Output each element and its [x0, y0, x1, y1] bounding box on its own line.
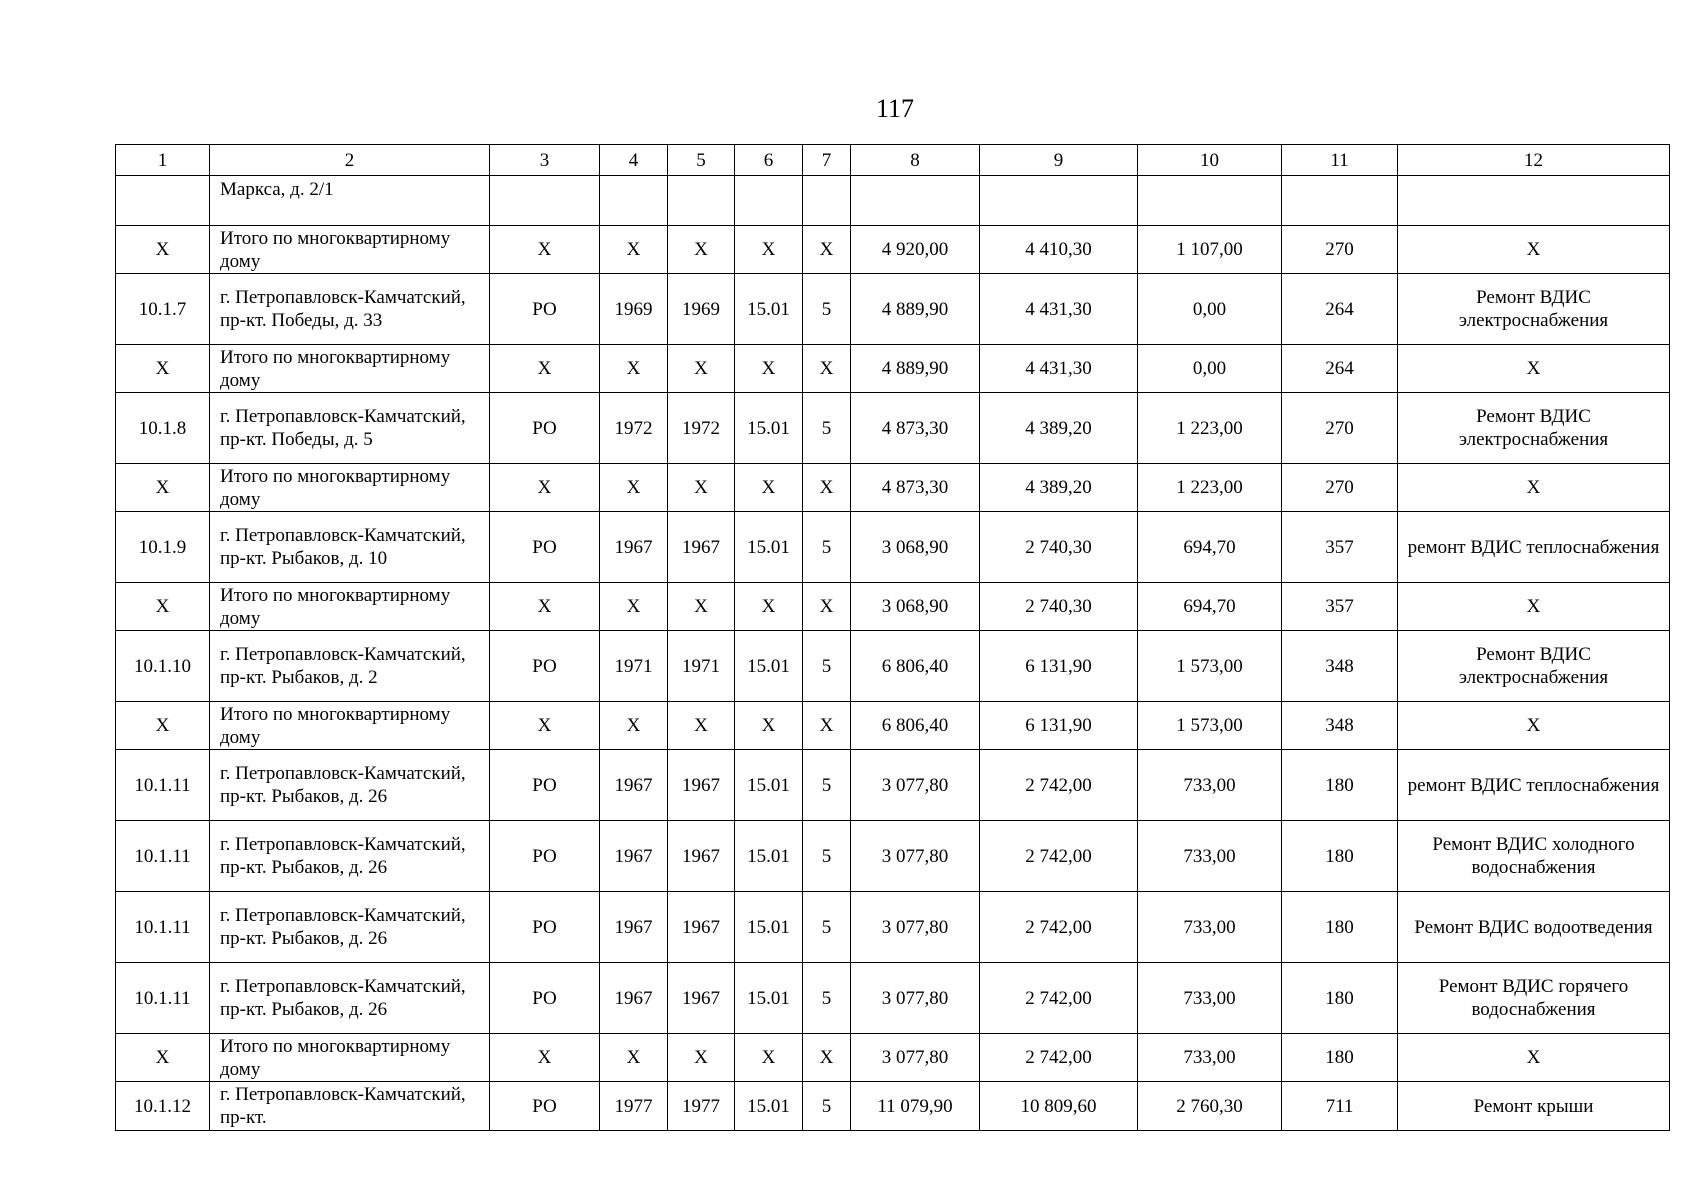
cell-total-area: 3 077,80 [851, 821, 980, 892]
table-row [116, 821, 1670, 892]
cell-residential-area: 2 742,00 [980, 892, 1138, 963]
cell-total-area: 4 889,90 [851, 274, 980, 345]
cell-type: Х [490, 226, 600, 274]
cell-number: 10.1.11 [116, 750, 210, 821]
cell-residents: 357 [1282, 583, 1398, 631]
cell-year-commissioned: 1972 [668, 393, 735, 464]
cell-residents: 180 [1282, 892, 1398, 963]
cell-total-area: 3 068,90 [851, 512, 980, 583]
cell-material: Х [735, 1034, 803, 1082]
cell-year-built: 1967 [600, 750, 668, 821]
cell-work-type: Х [1398, 464, 1670, 512]
cell-number: 10.1.8 [116, 393, 210, 464]
cell-year-built: 1967 [600, 821, 668, 892]
cell-material: 15.01 [735, 512, 803, 583]
cell-type: РО [490, 1082, 600, 1131]
cell-residents: 180 [1282, 963, 1398, 1034]
cell-year-commissioned: Х [668, 702, 735, 750]
table-row [116, 464, 1670, 512]
cell-address: г. Петропавловск-Камчатский, пр-кт. Рыбаков, д. 26 [210, 892, 490, 963]
column-number: 2 [210, 145, 490, 176]
cell-residential-area: 4 431,30 [980, 274, 1138, 345]
cell-floors: 5 [803, 821, 851, 892]
table-row [116, 274, 1670, 345]
cell-year-built: Х [600, 583, 668, 631]
cell-year-built: 1971 [600, 631, 668, 702]
cell-type: РО [490, 821, 600, 892]
cell-material: Х [735, 226, 803, 274]
table-row [116, 963, 1670, 1034]
cell-address: г. Петропавловск-Камчатский, пр-кт. Победы, д. 5 [210, 393, 490, 464]
cell-type: РО [490, 393, 600, 464]
cell-type: Х [490, 1034, 600, 1082]
cell-residents: 270 [1282, 464, 1398, 512]
cell-residents: 711 [1282, 1082, 1398, 1131]
cell-residential-area: 10 809,60 [980, 1082, 1138, 1131]
cell-number: Х [116, 583, 210, 631]
cell-residential-area: 6 131,90 [980, 631, 1138, 702]
cell-work-type: Ремонт ВДИС водоотведения [1398, 892, 1670, 963]
cell-material: 15.01 [735, 631, 803, 702]
cell-number: 10.1.11 [116, 963, 210, 1034]
cell-total-area: 3 077,80 [851, 892, 980, 963]
cell-residents: 348 [1282, 702, 1398, 750]
cell-address: Итого по многоквартирному дому [210, 226, 490, 274]
column-number: 12 [1398, 145, 1670, 176]
table-row [116, 226, 1670, 274]
cell-type: Х [490, 702, 600, 750]
cell-number [116, 176, 210, 226]
cell-type: РО [490, 963, 600, 1034]
cell-work-type: Ремонт ВДИС электроснабжения [1398, 393, 1670, 464]
cell-year-commissioned: Х [668, 464, 735, 512]
cell-type: РО [490, 750, 600, 821]
cell-floors: Х [803, 345, 851, 393]
cell-year-built: 1967 [600, 892, 668, 963]
cell-address: Итого по многоквартирному дому [210, 345, 490, 393]
cell-floors: 5 [803, 274, 851, 345]
cell-year-built: 1967 [600, 512, 668, 583]
cell-work-type [1398, 176, 1670, 226]
cell-address: г. Петропавловск-Камчатский, пр-кт. Рыбаков, д. 2 [210, 631, 490, 702]
cell-residents: 270 [1282, 226, 1398, 274]
cell-address: г. Петропавловск-Камчатский, пр-кт. Рыбаков, д. 26 [210, 750, 490, 821]
cell-material: Х [735, 583, 803, 631]
page-number: 117 [875, 94, 915, 123]
cell-address: г. Петропавловск-Камчатский, пр-кт. [210, 1082, 490, 1131]
cell-year-built: 1977 [600, 1082, 668, 1131]
cell-year-built: Х [600, 345, 668, 393]
table-row [116, 512, 1670, 583]
cell-number: 10.1.9 [116, 512, 210, 583]
cell-year-built: 1967 [600, 963, 668, 1034]
cell-floors: Х [803, 702, 851, 750]
cell-work-type: Х [1398, 583, 1670, 631]
cell-nonresidential-area: 1 107,00 [1138, 226, 1282, 274]
cell-nonresidential-area: 1 223,00 [1138, 393, 1282, 464]
cell-residential-area: 2 742,00 [980, 821, 1138, 892]
table-row [116, 750, 1670, 821]
cell-address: г. Петропавловск-Камчатский, пр-кт. Победы, д. 33 [210, 274, 490, 345]
table-row [116, 393, 1670, 464]
cell-material: 15.01 [735, 963, 803, 1034]
cell-year-commissioned: 1967 [668, 892, 735, 963]
cell-total-area: 11 079,90 [851, 1082, 980, 1131]
cell-address: г. Петропавловск-Камчатский, пр-кт. Рыбаков, д. 26 [210, 821, 490, 892]
cell-type: РО [490, 892, 600, 963]
cell-residents: 357 [1282, 512, 1398, 583]
column-number: 1 [116, 145, 210, 176]
cell-number: Х [116, 345, 210, 393]
cell-residents: 348 [1282, 631, 1398, 702]
cell-floors: 5 [803, 512, 851, 583]
cell-type: РО [490, 631, 600, 702]
cell-residential-area: 2 742,00 [980, 750, 1138, 821]
cell-residents: 264 [1282, 274, 1398, 345]
cell-floors: 5 [803, 892, 851, 963]
cell-type: Х [490, 345, 600, 393]
column-number: 11 [1282, 145, 1398, 176]
column-number: 5 [668, 145, 735, 176]
cell-year-commissioned: Х [668, 583, 735, 631]
cell-address: г. Петропавловск-Камчатский, пр-кт. Рыбаков, д. 10 [210, 512, 490, 583]
cell-work-type: ремонт ВДИС теплоснабжения [1398, 512, 1670, 583]
cell-nonresidential-area: 2 760,30 [1138, 1082, 1282, 1131]
cell-number: Х [116, 464, 210, 512]
cell-year-built: Х [600, 226, 668, 274]
cell-nonresidential-area: 733,00 [1138, 821, 1282, 892]
cell-type: РО [490, 274, 600, 345]
cell-year-built: Х [600, 702, 668, 750]
cell-floors: Х [803, 464, 851, 512]
cell-type: Х [490, 464, 600, 512]
table-row [116, 583, 1670, 631]
table-row [116, 892, 1670, 963]
cell-work-type: Х [1398, 345, 1670, 393]
cell-address: г. Петропавловск-Камчатский, пр-кт. Рыбаков, д. 26 [210, 963, 490, 1034]
cell-year-built: 1969 [600, 274, 668, 345]
cell-number: 10.1.10 [116, 631, 210, 702]
table-row [116, 1082, 1670, 1131]
cell-nonresidential-area: 0,00 [1138, 345, 1282, 393]
cell-material: 15.01 [735, 274, 803, 345]
cell-nonresidential-area: 733,00 [1138, 963, 1282, 1034]
cell-address: Итого по многоквартирному дому [210, 583, 490, 631]
column-number: 8 [851, 145, 980, 176]
cell-nonresidential-area: 733,00 [1138, 750, 1282, 821]
cell-nonresidential-area: 733,00 [1138, 1034, 1282, 1082]
column-number: 9 [980, 145, 1138, 176]
table-row [116, 702, 1670, 750]
column-number-row [116, 145, 1670, 176]
table-row [116, 631, 1670, 702]
cell-year-commissioned: 1977 [668, 1082, 735, 1131]
cell-year-built: Х [600, 464, 668, 512]
cell-number: Х [116, 1034, 210, 1082]
cell-residents: 264 [1282, 345, 1398, 393]
cell-floors: 5 [803, 750, 851, 821]
cell-year-commissioned [668, 176, 735, 226]
cell-year-built: 1972 [600, 393, 668, 464]
cell-residents: 180 [1282, 1034, 1398, 1082]
cell-residents: 180 [1282, 750, 1398, 821]
cell-material: Х [735, 702, 803, 750]
cell-floors: Х [803, 226, 851, 274]
cell-nonresidential-area [1138, 176, 1282, 226]
cell-total-area: 3 068,90 [851, 583, 980, 631]
cell-total-area: 4 873,30 [851, 464, 980, 512]
cell-address: Итого по многоквартирному дому [210, 1034, 490, 1082]
cell-work-type: ремонт ВДИС теплоснабжения [1398, 750, 1670, 821]
cell-year-commissioned: 1967 [668, 821, 735, 892]
cell-residential-area: 4 410,30 [980, 226, 1138, 274]
cell-number: 10.1.12 [116, 1082, 210, 1131]
cell-nonresidential-area: 1 223,00 [1138, 464, 1282, 512]
cell-work-type: Ремонт крыши [1398, 1082, 1670, 1131]
cell-type [490, 176, 600, 226]
cell-year-built: Х [600, 1034, 668, 1082]
cell-number: Х [116, 702, 210, 750]
cell-year-built [600, 176, 668, 226]
cell-nonresidential-area: 694,70 [1138, 512, 1282, 583]
cell-total-area: 6 806,40 [851, 702, 980, 750]
cell-total-area: 4 920,00 [851, 226, 980, 274]
cell-year-commissioned: Х [668, 345, 735, 393]
cell-nonresidential-area: 0,00 [1138, 274, 1282, 345]
cell-work-type: Х [1398, 702, 1670, 750]
cell-year-commissioned: Х [668, 226, 735, 274]
cell-number: 10.1.11 [116, 892, 210, 963]
table-row [116, 176, 1670, 226]
cell-residents: 270 [1282, 393, 1398, 464]
cell-year-commissioned: 1969 [668, 274, 735, 345]
cell-address: Итого по многоквартирному дому [210, 464, 490, 512]
cell-residential-area: 2 740,30 [980, 583, 1138, 631]
cell-residents: 180 [1282, 821, 1398, 892]
cell-total-area: 4 873,30 [851, 393, 980, 464]
cell-year-commissioned: 1971 [668, 631, 735, 702]
cell-residential-area: 2 742,00 [980, 963, 1138, 1034]
cell-residents [1282, 176, 1398, 226]
cell-material [735, 176, 803, 226]
cell-work-type: Ремонт ВДИС электроснабжения [1398, 274, 1670, 345]
cell-nonresidential-area: 694,70 [1138, 583, 1282, 631]
cell-type: РО [490, 512, 600, 583]
table-row [116, 1034, 1670, 1082]
cell-floors: Х [803, 1034, 851, 1082]
cell-work-type: Х [1398, 226, 1670, 274]
cell-residential-area [980, 176, 1138, 226]
cell-work-type: Х [1398, 1034, 1670, 1082]
cell-material: 15.01 [735, 892, 803, 963]
cell-residential-area: 4 389,20 [980, 393, 1138, 464]
cell-material: 15.01 [735, 750, 803, 821]
cell-nonresidential-area: 1 573,00 [1138, 702, 1282, 750]
column-number: 6 [735, 145, 803, 176]
column-number: 7 [803, 145, 851, 176]
cell-work-type: Ремонт ВДИС холодного водоснабжения [1398, 821, 1670, 892]
cell-floors: 5 [803, 631, 851, 702]
cell-number: 10.1.7 [116, 274, 210, 345]
cell-floors: 5 [803, 393, 851, 464]
cell-total-area [851, 176, 980, 226]
cell-total-area: 3 077,80 [851, 963, 980, 1034]
cell-material: 15.01 [735, 1082, 803, 1131]
cell-number: 10.1.11 [116, 821, 210, 892]
cell-total-area: 6 806,40 [851, 631, 980, 702]
data-table [115, 144, 1670, 1131]
cell-year-commissioned: 1967 [668, 963, 735, 1034]
cell-material: 15.01 [735, 393, 803, 464]
cell-type: Х [490, 583, 600, 631]
cell-work-type: Ремонт ВДИС горячего водоснабжения [1398, 963, 1670, 1034]
cell-material: Х [735, 464, 803, 512]
cell-total-area: 4 889,90 [851, 345, 980, 393]
cell-material: 15.01 [735, 821, 803, 892]
cell-address: Итого по многоквартирному дому [210, 702, 490, 750]
cell-floors: 5 [803, 1082, 851, 1131]
cell-residential-area: 6 131,90 [980, 702, 1138, 750]
cell-number: Х [116, 226, 210, 274]
cell-residential-area: 2 742,00 [980, 1034, 1138, 1082]
cell-nonresidential-area: 1 573,00 [1138, 631, 1282, 702]
table-row [116, 345, 1670, 393]
cell-residential-area: 4 431,30 [980, 345, 1138, 393]
column-number: 10 [1138, 145, 1282, 176]
cell-material: Х [735, 345, 803, 393]
cell-residential-area: 2 740,30 [980, 512, 1138, 583]
cell-work-type: Ремонт ВДИС электроснабжения [1398, 631, 1670, 702]
cell-residential-area: 4 389,20 [980, 464, 1138, 512]
cell-year-commissioned: Х [668, 1034, 735, 1082]
column-number: 3 [490, 145, 600, 176]
column-number: 4 [600, 145, 668, 176]
cell-floors: Х [803, 583, 851, 631]
cell-floors: 5 [803, 963, 851, 1034]
cell-nonresidential-area: 733,00 [1138, 892, 1282, 963]
cell-total-area: 3 077,80 [851, 1034, 980, 1082]
cell-address: Маркса, д. 2/1 [210, 176, 490, 226]
cell-year-commissioned: 1967 [668, 512, 735, 583]
cell-year-commissioned: 1967 [668, 750, 735, 821]
cell-floors [803, 176, 851, 226]
cell-total-area: 3 077,80 [851, 750, 980, 821]
